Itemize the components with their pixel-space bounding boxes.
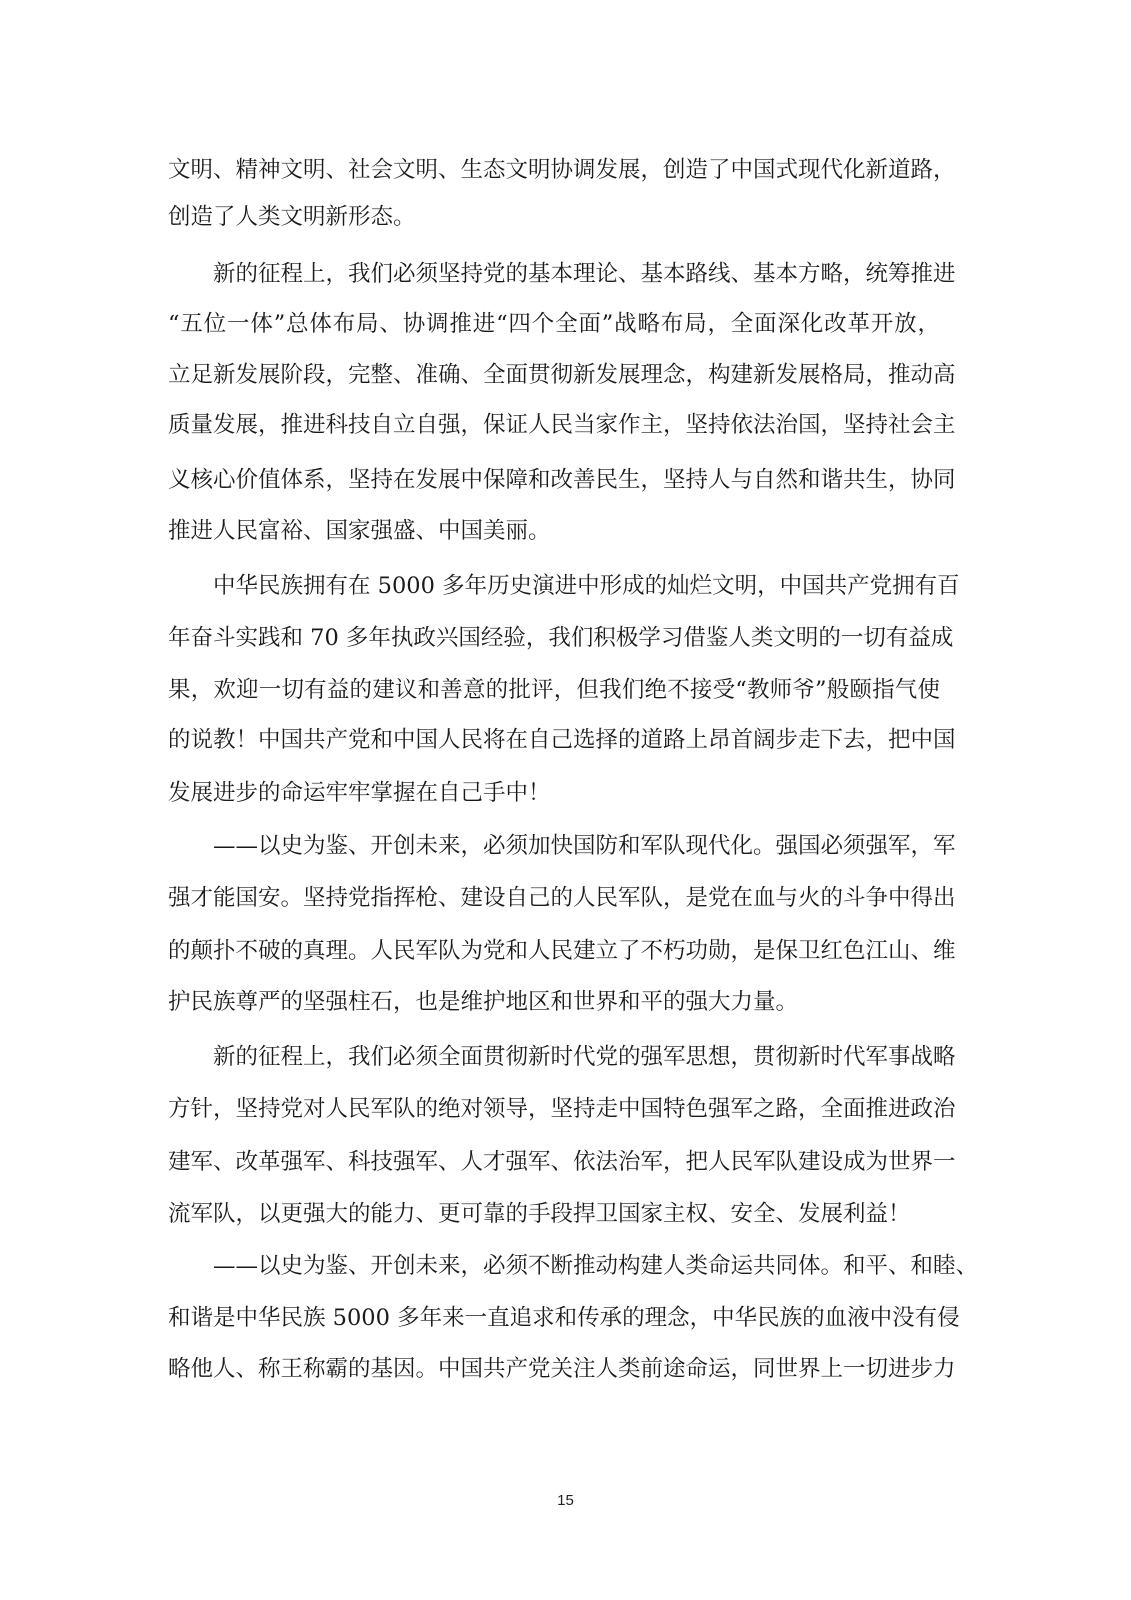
paragraph-line: 新的征程上，我们必须坚持党的基本理论、基本路线、基本方略，统筹推进 [213, 261, 956, 287]
paragraph-line: 新的征程上，我们必须全面贯彻新时代党的强军思想，贯彻新时代军事战略 [213, 1044, 956, 1070]
paragraph-line: ——以史为鉴、开创未来，必须加快国防和军队现代化。强国必须强军，军 [213, 833, 956, 859]
paragraph-line: “五位一体”总体布局、协调推进“四个全面”战略布局，全面深化改革开放， [168, 311, 940, 337]
paragraph-line: 的说教！中国共产党和中国人民将在自己选择的道路上昂首阔步走下去，把中国 [168, 727, 956, 753]
paragraph-line: 强才能国安。坚持党指挥枪、建设自己的人民军队，是党在血与火的斗争中得出 [168, 885, 956, 911]
paragraph-line: 文明、精神文明、社会文明、生态文明协调发展，创造了中国式现代化新道路， [168, 157, 956, 183]
paragraph-line: 略他人、称王称霸的基因。中国共产党关注人类前途命运，同世界上一切进步力 [168, 1356, 956, 1382]
paragraph-line: 方针，坚持党对人民军队的绝对领导，坚持走中国特色强军之路，全面推进政治 [168, 1096, 956, 1122]
paragraph-line: 立足新发展阶段，完整、准确、全面贯彻新发展理念，构建新发展格局，推动高 [168, 362, 956, 388]
paragraph-line: 果，欢迎一切有益的建议和善意的批评，但我们绝不接受“教师爷”般颐指气使 [168, 677, 940, 703]
paragraph-line: 质量发展，推进科技自立自强，保证人民当家作主，坚持依法治国，坚持社会主 [168, 412, 956, 438]
paragraph-line: 推进人民富裕、国家强盛、中国美丽。 [168, 518, 551, 544]
paragraph-line: 流军队，以更强大的能力、更可靠的手段捍卫国家主权、安全、发展利益！ [168, 1201, 911, 1227]
page-number: 15 [557, 1492, 574, 1509]
paragraph-line: 中华民族拥有在 5000 多年历史演进中形成的灿烂文明，中国共产党拥有百 [213, 573, 960, 599]
paragraph-line: 建军、改革强军、科技强军、人才强军、依法治军，把人民军队建设成为世界一 [168, 1149, 956, 1175]
paragraph-line: ——以史为鉴、开创未来，必须不断推动构建人类命运共同体。和平、和睦、 [213, 1253, 979, 1279]
paragraph-line: 和谐是中华民族 5000 多年来一直追求和传承的理念，中华民族的血液中没有侵 [168, 1305, 960, 1331]
paragraph-line: 发展进步的命运牢牢掌握在自己手中！ [168, 780, 551, 806]
paragraph-line: 的颠扑不破的真理。人民军队为党和人民建立了不朽功勋，是保卫红色江山、维 [168, 938, 956, 964]
paragraph-line: 创造了人类文明新形态。 [168, 204, 416, 230]
paragraph-line: 义核心价值体系，坚持在发展中保障和改善民生，坚持人与自然和谐共生，协同 [168, 467, 956, 493]
paragraph-line: 年奋斗实践和 70 多年执政兴国经验，我们积极学习借鉴人类文明的一切有益成 [168, 625, 954, 651]
paragraph-line: 护民族尊严的坚强柱石，也是维护地区和世界和平的强大力量。 [168, 989, 799, 1015]
